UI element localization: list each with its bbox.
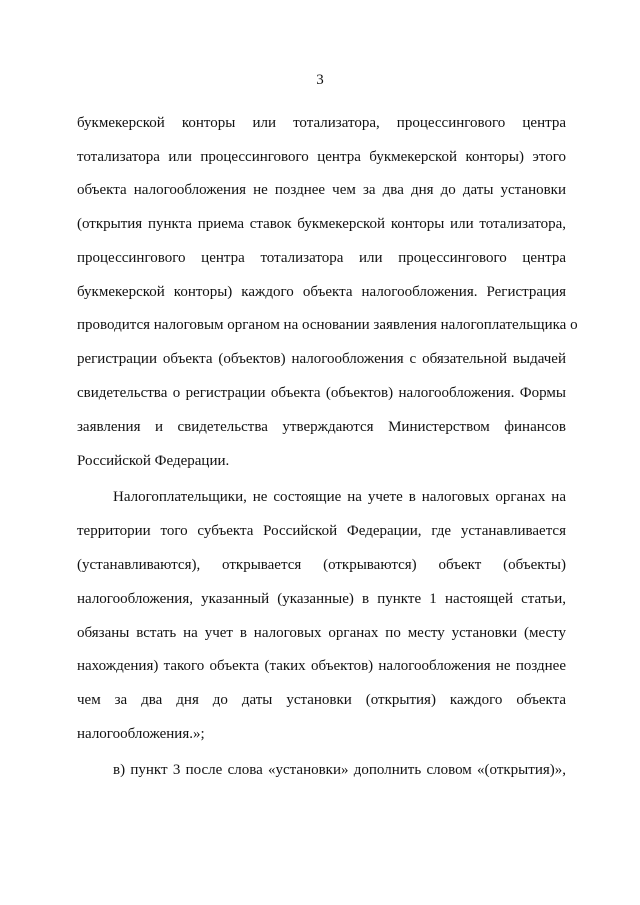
text-line: в) пункт 3 после слова «установки» дополнить словом «(открытия)», <box>113 762 566 778</box>
text-line: Российской Федерации. <box>77 453 230 469</box>
text-line: тотализатора или процессингового центра букмекерской конторы) этого <box>77 149 566 165</box>
text-line: чем за два дня до даты установки (открытия) каждого объекта <box>77 692 566 708</box>
text-line: регистрации объекта (объектов) налогообложения с обязательной выдачей <box>77 351 566 367</box>
text-line: процессингового центра тотализатора или процессингового центра <box>77 250 566 266</box>
text-line: букмекерской конторы) каждого объекта налогообложения. Регистрация <box>77 284 566 300</box>
text-line: налогообложения.»; <box>77 726 205 742</box>
text-line: налогообложения, указанный (указанные) в пункте 1 настоящей статьи, <box>77 591 566 607</box>
text-line: букмекерской конторы или тотализатора, процессингового центра <box>77 115 566 131</box>
text-line: заявления и свидетельства утверждаются Министерством финансов <box>77 419 566 435</box>
text-line: территории того субъекта Российской Федерации, где устанавливается <box>77 523 566 539</box>
text-line: нахождения) такого объекта (таких объектов) налогообложения не позднее <box>77 658 566 674</box>
page-number: 3 <box>316 72 324 88</box>
text-line: обязаны встать на учет в налоговых органах по месту установки (месту <box>77 625 566 641</box>
text-line: (устанавливаются), открывается (открываются) объект (объекты) <box>77 557 566 573</box>
text-line: (открытия пункта приема ставок букмекерской конторы или тотализатора, <box>77 216 566 232</box>
text-line: Налогоплательщики, не состоящие на учете в налоговых органах на <box>113 489 566 505</box>
text-line: проводится налоговым органом на основании заявления налогоплательщика о <box>77 317 578 333</box>
text-line: свидетельства о регистрации объекта (объектов) налогообложения. Формы <box>77 385 566 401</box>
text-line: объекта налогообложения не позднее чем за два дня до даты установки <box>77 182 566 198</box>
